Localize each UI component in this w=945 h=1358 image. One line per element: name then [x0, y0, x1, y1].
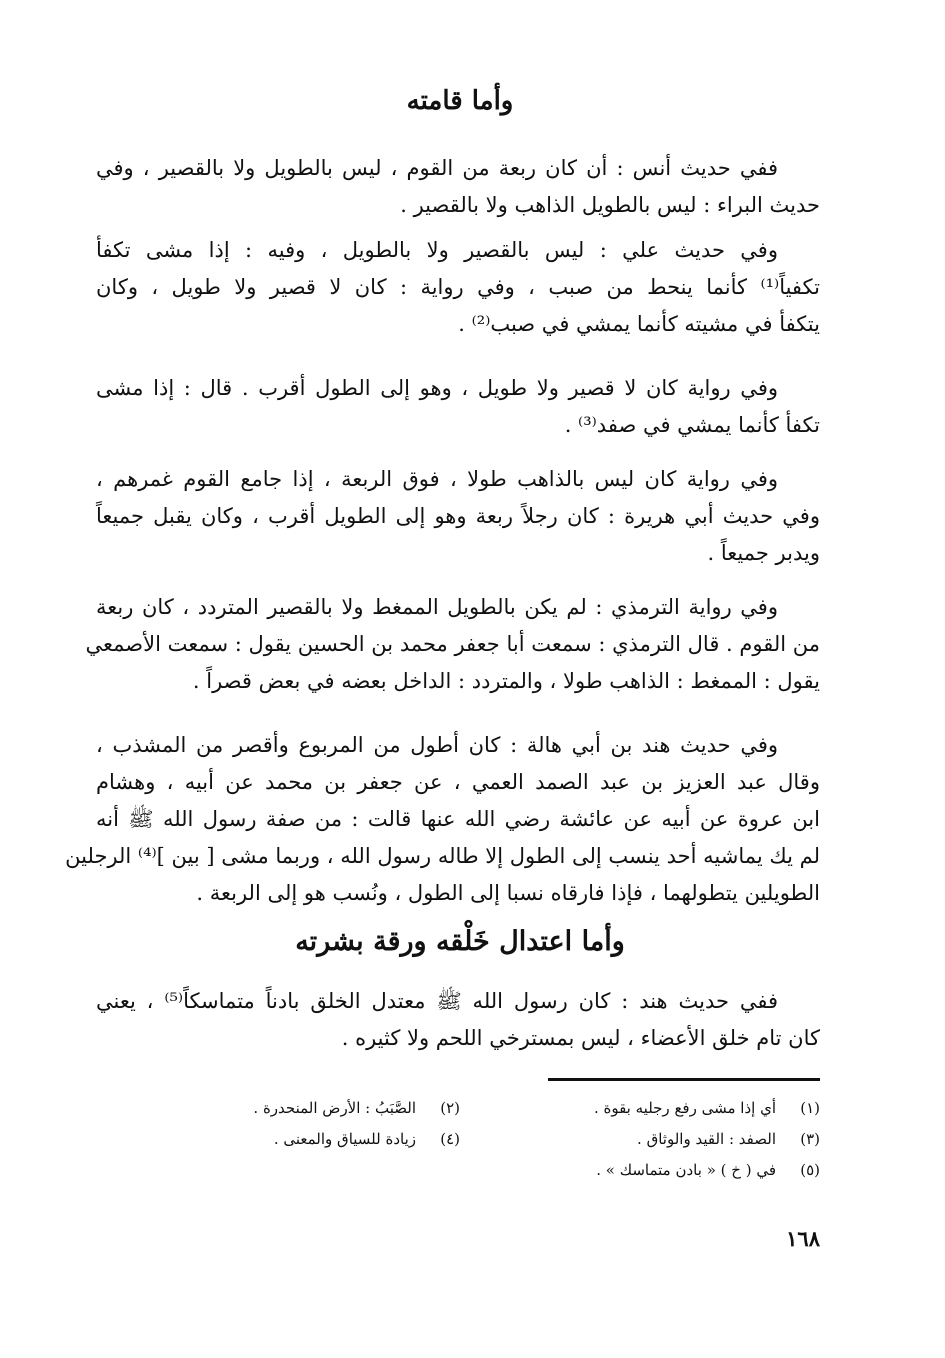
section-heading-physique: وأما اعتدال خَلْقه ورقة بشرته — [295, 926, 625, 957]
footnote-text: الصَّبَبُ : الأرض المنحدرة . — [253, 1099, 416, 1117]
paragraph-riwaya-1 — [96, 370, 820, 444]
text-line: وفي رواية كان لا قصير ولا طويل ، وهو إلى الطول أقرب . قال : إذا مشى — [96, 376, 778, 400]
footnote-number: (٢) — [440, 1099, 460, 1117]
text-line: تكفياً⁽¹⁾ كأنما ينحط من صبب ، وفي رواية : كان لا قصير ولا طويل ، وكان — [96, 275, 820, 299]
section-heading-stature: وأما قامته — [406, 86, 514, 116]
footnote-text: الصفد : القيد والوثاق . — [637, 1130, 776, 1148]
footnote-5 — [460, 1155, 820, 1186]
text-line: وقال عبد العزيز بن عبد الصمد العمي ، عن جعفر بن محمد عن أبيه ، وهشام — [96, 770, 820, 794]
footnote-2 — [100, 1093, 460, 1124]
text-line: يتكفأ في مشيته كأنما يمشي في صبب⁽²⁾ . — [458, 312, 820, 336]
paragraph-riwaya-2 — [96, 461, 820, 572]
paragraph-ali — [96, 232, 820, 343]
text-line: كان تام خلق الأعضاء ، ليس بمسترخي اللحم ولا كثيره . — [341, 1026, 820, 1050]
footnote-number: (٣) — [800, 1130, 820, 1148]
text-line: ويدبر جميعاً . — [707, 541, 820, 565]
paragraph-hind — [65, 727, 820, 912]
text-line: الطويلين يتطولهما ، فإذا فارقاه نسبا إلى الطول ، ونُسب هو إلى الربعة . — [196, 881, 820, 905]
text-line: ففي حديث هند : كان رسول الله ﷺ معتدل الخلق بادناً متماسكاً⁽⁵⁾ ، يعني — [96, 989, 778, 1013]
text-line: وفي حديث هند بن أبي هالة : كان أطول من المربوع وأقصر من المشذب ، — [96, 733, 778, 757]
text-line: لم يك يماشيه أحد ينسب إلى الطول إلا طاله رسول الله ، وربما مشى [ بين ]⁽⁴⁾ الرجلين — [65, 844, 820, 868]
footnote-number: (١) — [800, 1099, 820, 1117]
footnote-number: (٤) — [440, 1130, 460, 1148]
paragraph-hind-physique — [96, 983, 820, 1057]
text-line: وفي رواية الترمذي : لم يكن بالطويل الممغط ولا بالقصير المتردد ، كان ربعة — [96, 595, 778, 619]
text-line: وفي حديث علي : ليس بالقصير ولا بالطويل ، وفيه : إذا مشى تكفأ — [96, 238, 778, 262]
text-line: تكفأ كأنما يمشي في صفد⁽³⁾ . — [564, 413, 820, 437]
text-line: وفي رواية كان ليس بالذاهب طولا ، فوق الربعة ، إذا جامع القوم غمرهم ، — [96, 467, 778, 491]
page-number: ١٦٨ — [786, 1226, 820, 1251]
text-line: من القوم . قال الترمذي : سمعت أبا جعفر محمد بن الحسين يقول : سمعت الأصمعي — [85, 632, 820, 656]
footnote-row — [96, 1093, 820, 1124]
paragraph-tirmidhi — [85, 589, 820, 700]
paragraph-anas — [96, 150, 820, 224]
footnote-divider — [548, 1078, 820, 1081]
footnote-text: في ( خ ) « بادن متماسك » . — [596, 1161, 776, 1179]
footnote-1 — [460, 1093, 820, 1124]
footnote-3 — [460, 1124, 820, 1155]
text-line: حديث البراء : ليس بالطويل الذاهب ولا بالقصير . — [400, 193, 820, 217]
footnote-4 — [100, 1124, 460, 1155]
footnote-row — [96, 1155, 820, 1186]
text-line: ففي حديث أنس : أن كان ربعة من القوم ، ليس بالطويل ولا بالقصير ، وفي — [96, 156, 778, 180]
text-line: وفي حديث أبي هريرة : كان رجلاً ربعة وهو إلى الطويل أقرب ، وكان يقبل جميعاً — [96, 504, 820, 528]
text-line: ابن عروة عن أبيه عن عائشة رضي الله عنها قالت : من صفة رسول الله ﷺ أنه — [96, 807, 820, 831]
footnote-text: زيادة للسياق والمعنى . — [273, 1130, 416, 1148]
footnote-row — [96, 1124, 820, 1155]
text-line: يقول : الممغط : الذاهب طولا ، والمتردد : الداخل بعضه في بعض قصراً . — [192, 669, 820, 693]
footnotes — [96, 1093, 820, 1186]
footnote-text: أي إذا مشى رفع رجليه بقوة . — [593, 1099, 776, 1117]
footnote-number: (٥) — [800, 1161, 820, 1179]
